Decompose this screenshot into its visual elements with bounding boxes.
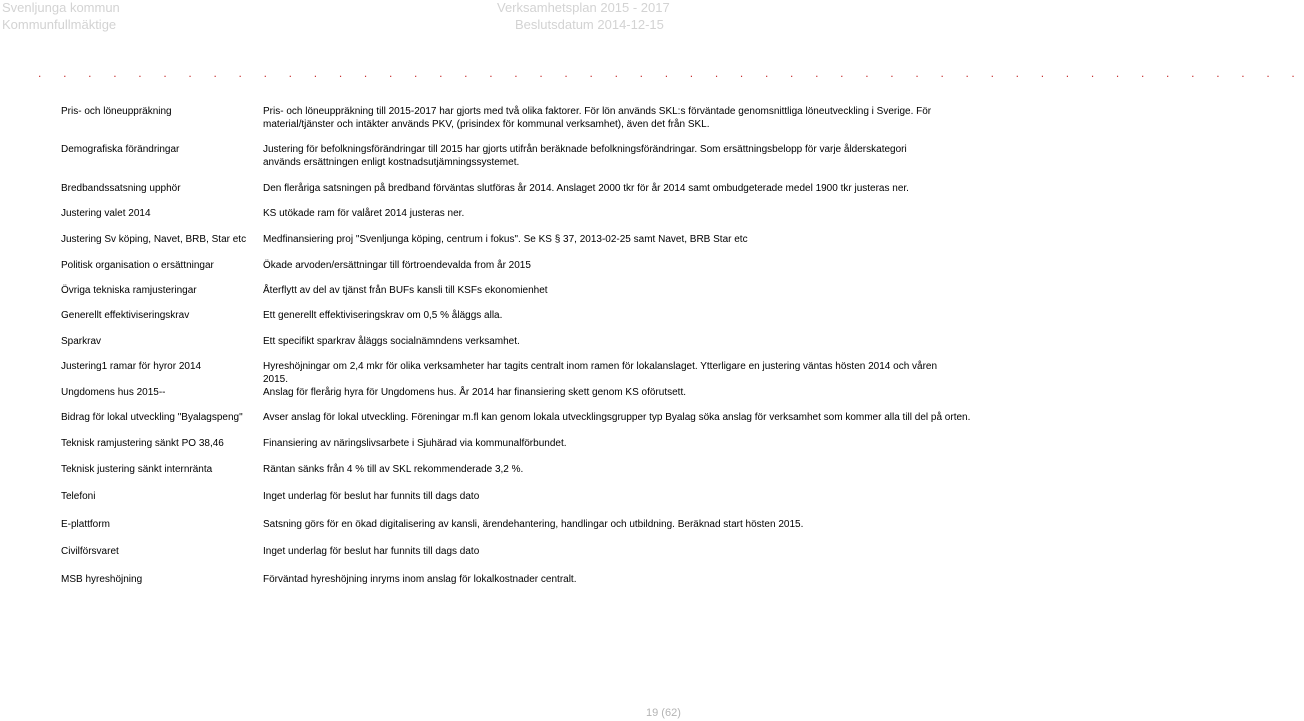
row-label: Teknisk justering sänkt internränta	[61, 464, 213, 475]
row-description: Avser anslag för lokal utveckling. Föreningar m.fl kan genom lokala utvecklingsgrupper typ Byalag söka anslag för verksamhet som kommer alla till del på orten.	[263, 412, 971, 423]
row-description: Ett generellt effektiviseringskrav om 0,5 % åläggs alla.	[263, 310, 503, 321]
dotted-divider: . . . . . . . . . . . . . . . . . . . . . . . . . . . . . . . . . . . . . . . . . . . . . . . . . . .	[38, 66, 1304, 80]
row-label: Generellt effektiviseringskrav	[61, 310, 190, 321]
row-description: Medfinansiering proj "Svenljunga köping, centrum i fokus". Se KS § 37, 2013-02-25 samt Navet, BRB Star etc	[263, 234, 748, 245]
row-description: Hyreshöjningar om 2,4 mkr för olika verksamheter har tagits centralt inom ramen för lokalanslaget. Ytterligare en justering väntas hösten 2014 och våren 2015.	[263, 361, 938, 385]
row-description: Inget underlag för beslut har funnits till dags dato	[263, 491, 480, 502]
row-description: Ökade arvoden/ersättningar till förtroendevalda from år 2015	[263, 260, 531, 271]
row-description: Anslag för flerårig hyra för Ungdomens hus. År 2014 har finansiering skett genom KS oförutsett.	[263, 387, 686, 398]
row-description: Förväntad hyreshöjning inryms inom anslag för lokalkostnader centralt.	[263, 574, 577, 585]
row-label: Bidrag för lokal utveckling "Byalagspeng"	[61, 412, 243, 423]
row-description: Pris- och löneuppräkning till 2015-2017 har gjorts med två olika faktorer. För lön används SKL:s förväntade genomsnittliga löneutveckling i Sverige. För material/tjänster och intäkter används PKV, (prisindex för kommunal verksamhet), även det från SKL.	[263, 106, 932, 130]
row-label: Teknisk ramjustering sänkt PO 38,46	[61, 438, 224, 449]
row-label: Ungdomens hus 2015--	[61, 387, 166, 398]
row-description: Satsning görs för en ökad digitalisering av kansli, ärendehantering, handlingar och utbildning. Beräknad start hösten 2015.	[263, 519, 804, 530]
row-description: KS utökade ram för valåret 2014 justeras ner.	[263, 208, 465, 219]
row-label: Justering1 ramar för hyror 2014	[61, 361, 202, 372]
header-municipality: Svenljunga kommun	[2, 0, 120, 15]
row-label: Telefoni	[61, 491, 96, 502]
header-document-title: Verksamhetsplan 2015 - 2017	[497, 0, 670, 15]
row-description: Räntan sänks från 4 % till av SKL rekommenderade 3,2 %.	[263, 464, 524, 475]
row-description: Inget underlag för beslut har funnits till dags dato	[263, 546, 480, 557]
row-description: Återflytt av del av tjänst från BUFs kansli till KSFs ekonomienhet	[263, 285, 548, 296]
row-description: Ett specifikt sparkrav åläggs socialnämndens verksamhet.	[263, 336, 520, 347]
row-label: Demografiska förändringar	[61, 144, 180, 155]
row-label: Civilförsvaret	[61, 546, 119, 557]
row-label: MSB hyreshöjning	[61, 574, 143, 585]
row-description: Den fleråriga satsningen på bredband förväntas slutföras år 2014. Anslaget 2000 tkr för år 2014 samt ombudgeterade medel 1900 tkr justeras ner.	[263, 183, 909, 194]
row-label: Politisk organisation o ersättningar	[61, 260, 214, 271]
row-label: Övriga tekniska ramjusteringar	[61, 285, 197, 296]
header-council: Kommunfullmäktige	[2, 17, 117, 32]
row-label: Bredbandssatsning upphör	[61, 183, 181, 194]
row-label: Sparkrav	[61, 336, 102, 347]
row-label: Pris- och löneuppräkning	[61, 106, 172, 117]
row-description: Finansiering av näringslivsarbete i Sjuhärad via kommunalförbundet.	[263, 438, 567, 449]
page-header	[0, 0, 960, 34]
row-description: Justering för befolkningsförändringar till 2015 har gjorts utifrån beräknade befolkningsförändringar. Som ersättningsbelopp för varje ålderskategori används ersättningen enligt kostnadsutjämningssystemet.	[263, 144, 907, 168]
row-label: E-plattform	[61, 519, 110, 530]
row-label: Justering valet 2014	[61, 208, 151, 219]
header-decision-date: Beslutsdatum 2014-12-15	[515, 17, 664, 32]
page-number: 19 (62)	[646, 707, 681, 719]
row-label: Justering Sv köping, Navet, BRB, Star etc	[61, 234, 247, 245]
